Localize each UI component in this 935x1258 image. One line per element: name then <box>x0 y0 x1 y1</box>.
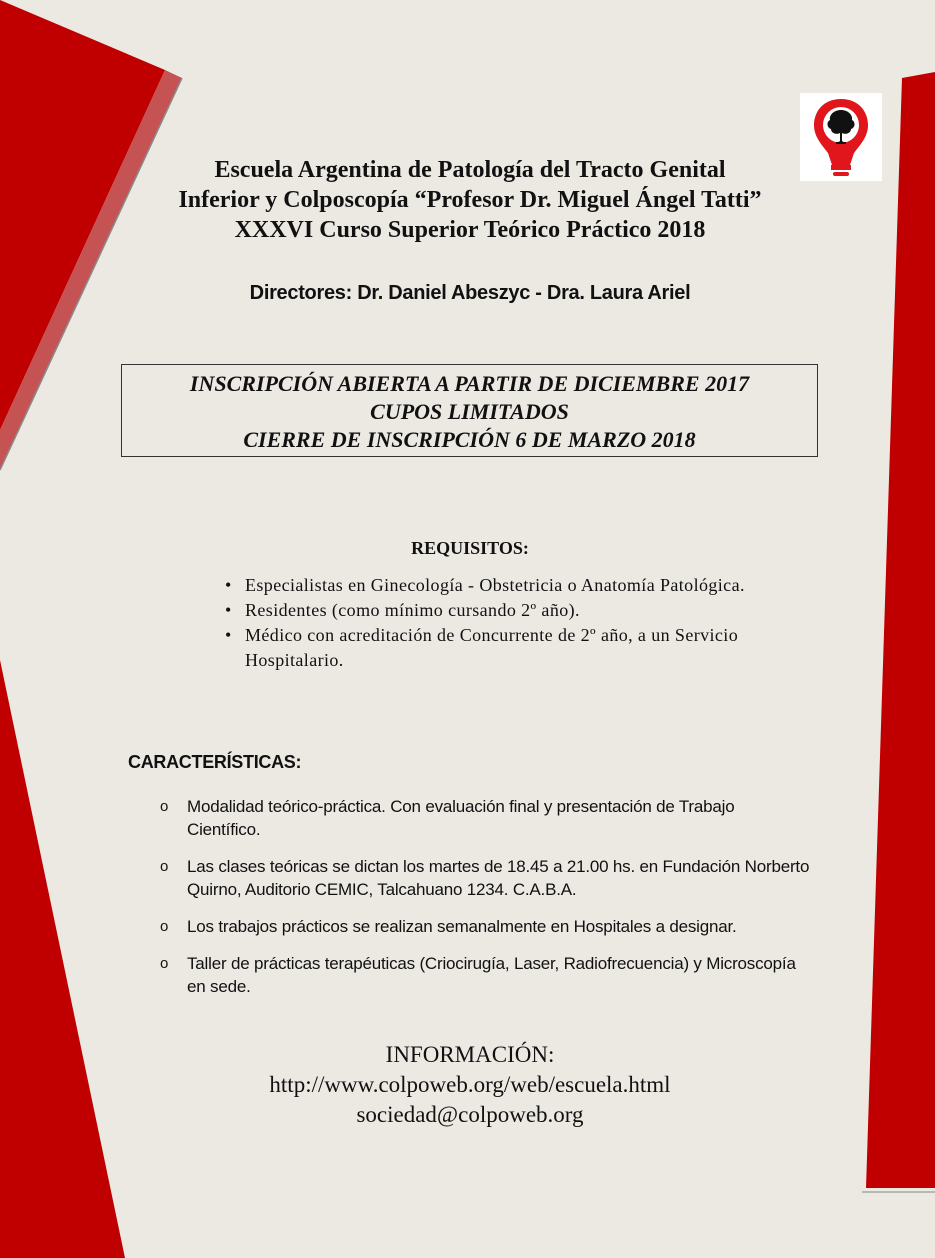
title-line-3: XXXVI Curso Superior Teórico Práctico 2018 <box>234 217 706 243</box>
characteristic-text: Los trabajos prácticos se realizan semanalmente en Hospitales a designar. <box>187 917 737 936</box>
characteristic-text: Las clases teóricas se dictan los martes de 18.45 a 21.00 hs. en Fundación Norberto Quirno, Auditorio CEMIC, Talcahuano 1234. C.A.B.A. <box>187 857 810 899</box>
title-line-2: Inferior y Colposcopía “Profesor Dr. Miguel Ángel Tatti” <box>178 187 762 213</box>
hollow-bullet-icon: o <box>160 918 169 935</box>
characteristic-text: Taller de prácticas terapéuticas (Criocirugía, Laser, Radiofrecuencia) y Microscopía en sede. <box>187 954 796 996</box>
requirements-heading: REQUISITOS: <box>411 538 529 558</box>
notice-line-3: CIERRE DE INSCRIPCIÓN 6 DE MARZO 2018 <box>243 427 696 452</box>
bullet-icon: • <box>225 575 232 595</box>
characteristics-heading: CARACTERÍSTICAS: <box>128 752 302 772</box>
requirement-text: Especialistas en Ginecología - Obstetricia o Anatomía Patológica. <box>245 575 745 595</box>
title-line-1: Escuela Argentina de Patología del Tracto Genital <box>214 157 726 183</box>
characteristics-list <box>160 795 810 998</box>
bullet-icon: • <box>225 625 232 645</box>
requirement-text: Médico con acreditación de Concurrente de 2º año, a un Servicio Hospitalario. <box>245 625 739 670</box>
right-red-panel <box>866 72 935 1188</box>
characteristic-item <box>160 855 810 901</box>
course-title <box>120 155 820 245</box>
email-link[interactable]: sociedad@colpoweb.org <box>356 1102 584 1127</box>
directors: Directores: Dr. Daniel Abeszyc - Dra. Laura Ariel <box>249 282 691 304</box>
characteristic-item <box>160 915 810 938</box>
characteristic-item <box>160 952 810 998</box>
characteristic-item <box>160 795 810 841</box>
requirement-item <box>227 623 787 673</box>
bullet-icon: • <box>225 600 232 620</box>
requirement-item <box>227 573 787 598</box>
requirement-item <box>227 598 787 623</box>
notice-line-1: INSCRIPCIÓN ABIERTA A PARTIR DE DICIEMBRE 2017 <box>189 371 750 396</box>
hollow-bullet-icon: o <box>160 858 169 875</box>
notice-line-2: CUPOS LIMITADOS <box>370 399 569 424</box>
website-link[interactable]: http://www.colpoweb.org/web/escuela.html <box>269 1072 671 1097</box>
characteristic-text: Modalidad teórico-práctica. Con evaluación final y presentación de Trabajo Científico. <box>187 797 735 839</box>
hollow-bullet-icon: o <box>160 955 169 972</box>
information-section <box>120 1040 820 1130</box>
requirement-text: Residentes (como mínimo cursando 2º año). <box>245 600 580 620</box>
requirements-list <box>227 573 787 673</box>
hollow-bullet-icon: o <box>160 798 169 815</box>
left-lower-red-band <box>0 660 125 1258</box>
enrollment-notice-box <box>121 364 818 457</box>
information-heading: INFORMACIÓN: <box>385 1042 555 1067</box>
